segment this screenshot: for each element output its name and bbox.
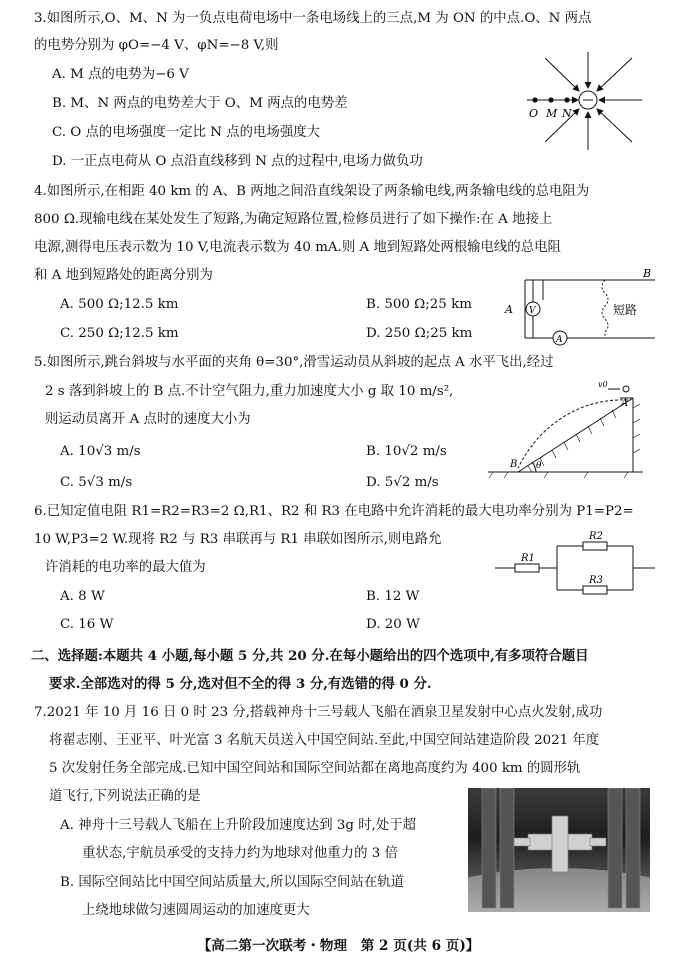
q5-slope-diagram [488, 378, 653, 478]
q3-option-a: A. M 点的电势为−6 V [52, 67, 189, 82]
q5-label-b: B [510, 459, 518, 470]
q6-option-b: B. 12 W [366, 589, 420, 604]
q5-option-d: D. 5√2 m/s [366, 475, 439, 490]
q4-line1: 4.如图所示,在相距 40 km 的 A、B 两地之间沿直线架设了两条输电线,两条输电线的总电阻为 [34, 184, 590, 199]
q5-option-a: A. 10√3 m/s [60, 444, 141, 459]
q3-line1: 3.如图所示,O、M、N 为一负点电荷电场中一条电场线上的三点,M 为 ON 的中点.O、N 两点 [34, 11, 592, 26]
q4-ammeter-label: A [556, 335, 563, 345]
q6-option-d: D. 20 W [366, 617, 420, 632]
q3-label-m: M [546, 107, 558, 120]
q3-label-n: N [562, 107, 572, 120]
q4-line3: 电源,测得电压表示数为 10 V,电流表示数为 40 mA.则 A 地到短路处两根输电线的总电阻 [34, 240, 561, 255]
q3-option-c: C. O 点的电场强度一定比 N 点的电场强度大 [52, 125, 320, 140]
q5-line3: 则运动员离开 A 点时的速度大小为 [45, 412, 251, 427]
q6-label-r2: R2 [589, 531, 603, 542]
q3-option-b: B. M、N 两点的电势差大于 O、M 两点的电势差 [52, 96, 348, 111]
q5-line1: 5.如图所示,跳台斜坡与水平面的夹角 θ=30°,滑雪运动员从斜坡的起点 A 水平飞出,经过 [34, 355, 554, 370]
q3-line2: 的电势分别为 φO=−4 V、φN=−8 V,则 [34, 38, 279, 53]
section2-heading-line2: 要求.全部选对的得 5 分,选对但不全的得 3 分,有选错的得 0 分. [49, 676, 432, 692]
q5-label-v0: v0 [598, 380, 608, 389]
q7-option-b-line1: B. 国际空间站比中国空间站质量大,所以国际空间站在轨道 [60, 875, 404, 890]
q6-option-a: A. 8 W [60, 589, 105, 604]
q6-label-r1: R1 [521, 553, 535, 564]
q4-short-label: 短路 [613, 303, 638, 317]
page-footer: 【高二第一次联考・物理 第 2 页(共 6 页)】 [197, 938, 480, 954]
q4-label-b: B [643, 267, 652, 280]
q6-resistor-diagram [495, 530, 655, 600]
q7-option-a-line2: 重状态,宇航员承受的支持力约为地球对他重力的 3 倍 [82, 846, 398, 861]
q4-line4: 和 A 地到短路处的距离分别为 [34, 268, 213, 283]
q6-line2: 10 W,P3=2 W.现将 R2 与 R3 串联再与 R1 串联如图所示,则电路允 [34, 532, 442, 547]
q4-option-b: B. 500 Ω;25 km [366, 297, 472, 312]
q4-label-a: A [505, 303, 513, 316]
q7-option-a-line1: A. 神舟十三号载人飞船在上升阶段加速度达到 3g 时,处于超 [60, 818, 417, 833]
q4-circuit-diagram [505, 267, 655, 352]
q3-label-o: O [529, 107, 539, 120]
q3-option-d: D. 一正点电荷从 O 点沿直线移到 N 点的过程中,电场力做负功 [52, 154, 423, 169]
q5-label-a: A [621, 398, 629, 409]
section2-heading-line1: 二、选择题:本题共 4 小题,每小题 5 分,共 20 分.在每小题给出的四个选项中,有多项符合题目 [31, 648, 589, 664]
q7-option-b-line2: 上绕地球做匀速圆周运动的加速度更大 [82, 903, 310, 918]
q7-line3: 5 次发射任务全部完成.已知中国空间站和国际空间站都在离地高度约为 400 km 的圆形轨 [49, 761, 581, 776]
q7-line1: 7.2021 年 10 月 16 日 0 时 23 分,搭载神舟十三号载人飞船在酒泉卫星发射中心点火发射,成功 [34, 705, 603, 720]
q4-option-d: D. 250 Ω;25 km [366, 326, 473, 341]
q6-option-c: C. 16 W [60, 617, 114, 632]
q5-option-c: C. 5√3 m/s [60, 475, 133, 490]
q3-field-diagram [520, 50, 655, 160]
q5-line2: 2 s 落到斜坡上的 B 点.不计空气阻力,重力加速度大小 g 取 10 m/s², [45, 384, 454, 399]
space-station-photo [468, 788, 650, 912]
q5-label-theta: θ [536, 461, 542, 471]
q6-label-r3: R3 [589, 575, 603, 586]
q6-line3: 许消耗的电功率的最大值为 [45, 560, 206, 575]
q5-option-b: B. 10√2 m/s [366, 444, 447, 459]
q4-voltmeter-label: V [529, 306, 536, 316]
q7-line2: 将翟志刚、王亚平、叶光富 3 名航天员送入中国空间站.至此,中国空间站建造阶段 2021 年度 [49, 733, 600, 748]
q4-option-c: C. 250 Ω;12.5 km [60, 326, 179, 341]
q4-option-a: A. 500 Ω;12.5 km [60, 297, 179, 312]
q6-line1: 6.已知定值电阻 R1=R2=R3=2 Ω,R1、R2 和 R3 在电路中允许消耗的最大电功率分别为 P1=P2= [34, 504, 634, 519]
q7-line4: 道飞行,下列说法正确的是 [49, 789, 201, 804]
q4-line2: 800 Ω.现输电线在某处发生了短路,为确定短路位置,检修员进行了如下操作:在 A 地接上 [34, 212, 553, 227]
